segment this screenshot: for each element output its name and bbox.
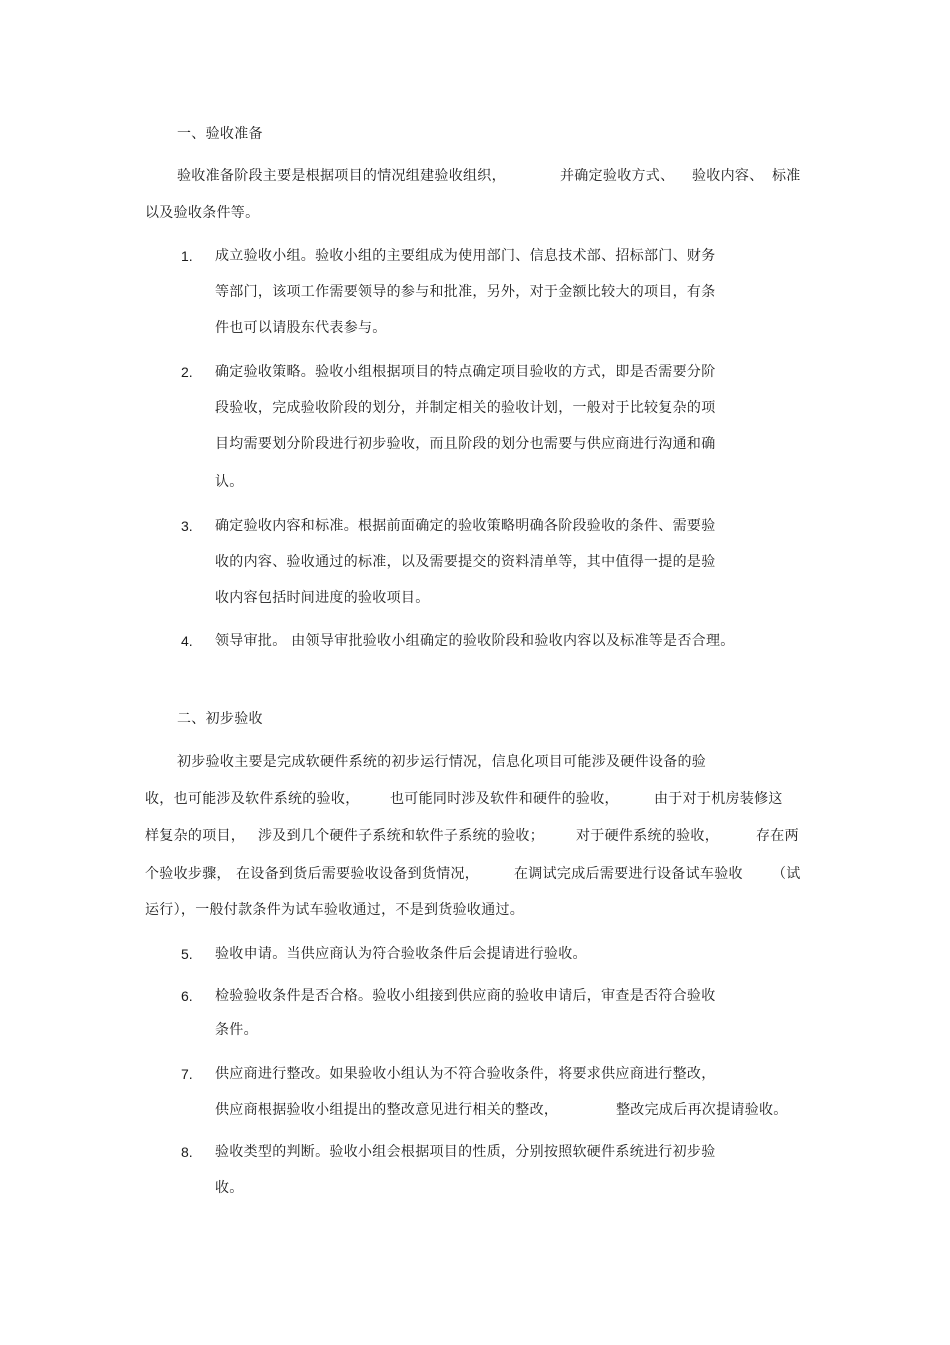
- paragraph-line: 也可能同时涉及软件和硬件的验收，: [390, 791, 619, 807]
- list-item-line: 成立验收小组。验收小组的主要组成为使用部门、信息技术部、招标部门、财务: [215, 248, 716, 264]
- list-item-line: 目均需要划分阶段进行初步验收，而且阶段的划分也需要与供应商进行沟通和确: [215, 436, 716, 452]
- paragraph-line: 运行），一般付款条件为试车验收通过，不是到货验收通过。: [145, 902, 525, 918]
- list-item-line: 认。: [215, 474, 244, 490]
- paragraph-line: 收，也可能涉及软件系统的验收，: [145, 791, 360, 807]
- list-item-line: 供应商根据验收小组提出的整改意见进行相关的整改，: [215, 1102, 559, 1118]
- list-number: 4.: [181, 633, 193, 649]
- paragraph-line: 并确定验收方式、: [560, 168, 675, 184]
- paragraph-line: 个验收步骤，: [145, 866, 231, 882]
- paragraph-line: 涉及到几个硬件子系统和软件子系统的验收；: [258, 828, 544, 844]
- list-item-line: 段验收，完成验收阶段的划分，并制定相关的验收计划，一般对于比较复杂的项: [215, 400, 716, 416]
- paragraph-line: 在设备到货后需要验收设备到货情况，: [236, 866, 480, 882]
- list-item-line: 领导审批。 由领导审批验收小组确定的验收阶段和验收内容以及标准等是否合理。: [215, 633, 735, 649]
- list-item-line: 收。: [215, 1180, 244, 1196]
- list-item-line: 验收申请。当供应商认为符合验收条件后会提请进行验收。: [215, 946, 587, 962]
- list-item-line: 整改完成后再次提请验收。: [616, 1102, 788, 1118]
- list-item-line: 检验验收条件是否合格。验收小组接到供应商的验收申请后，审查是否符合验收: [215, 988, 716, 1004]
- paragraph-line: 存在两: [756, 828, 799, 844]
- paragraph-line: 样复杂的项目，: [145, 828, 246, 844]
- paragraph-line: （试: [772, 866, 801, 882]
- list-number: 3.: [181, 518, 193, 534]
- list-item-line: 收的内容、验收通过的标准，以及需要提交的资料清单等，其中值得一提的是验: [215, 554, 716, 570]
- list-item-line: 等部门，该项工作需要领导的参与和批准，另外，对于金额比较大的项目，有条: [215, 284, 716, 300]
- list-number: 2.: [181, 364, 193, 380]
- list-number: 7.: [181, 1066, 193, 1082]
- list-item-line: 确定验收内容和标准。根据前面确定的验收策略明确各阶段验收的条件、需要验: [215, 518, 716, 534]
- section-heading: 一、验收准备: [177, 126, 263, 142]
- list-number: 6.: [181, 988, 193, 1004]
- paragraph-line: 初步验收主要是完成软硬件系统的初步运行情况，信息化项目可能涉及硬件设备的验: [177, 754, 707, 770]
- paragraph-line: 以及验收条件等。: [145, 205, 260, 221]
- list-number: 1.: [181, 248, 193, 264]
- paragraph-line: 验收内容、: [692, 168, 764, 184]
- list-item-line: 确定验收策略。验收小组根据项目的特点确定项目验收的方式，即是否需要分阶: [215, 364, 716, 380]
- list-item-line: 件也可以请股东代表参与。: [215, 320, 387, 336]
- list-item-line: 收内容包括时间进度的验收项目。: [215, 590, 430, 606]
- paragraph-line: 对于硬件系统的验收，: [576, 828, 719, 844]
- paragraph-line: 在调试完成后需要进行设备试车验收: [514, 866, 743, 882]
- list-item-line: 验收类型的判断。验收小组会根据项目的性质，分别按照软硬件系统进行初步验: [215, 1144, 716, 1160]
- paragraph-line: 标准: [772, 168, 801, 184]
- list-number: 5.: [181, 946, 193, 962]
- list-number: 8.: [181, 1144, 193, 1160]
- list-item-line: 条件。: [215, 1022, 258, 1038]
- paragraph-line: 由于对于机房装修这: [654, 791, 783, 807]
- section-heading: 二、初步验收: [177, 711, 263, 727]
- paragraph-line: 验收准备阶段主要是根据项目的情况组建验收组织，: [177, 168, 506, 184]
- list-item-line: 供应商进行整改。如果验收小组认为不符合验收条件，将要求供应商进行整改，: [215, 1066, 716, 1082]
